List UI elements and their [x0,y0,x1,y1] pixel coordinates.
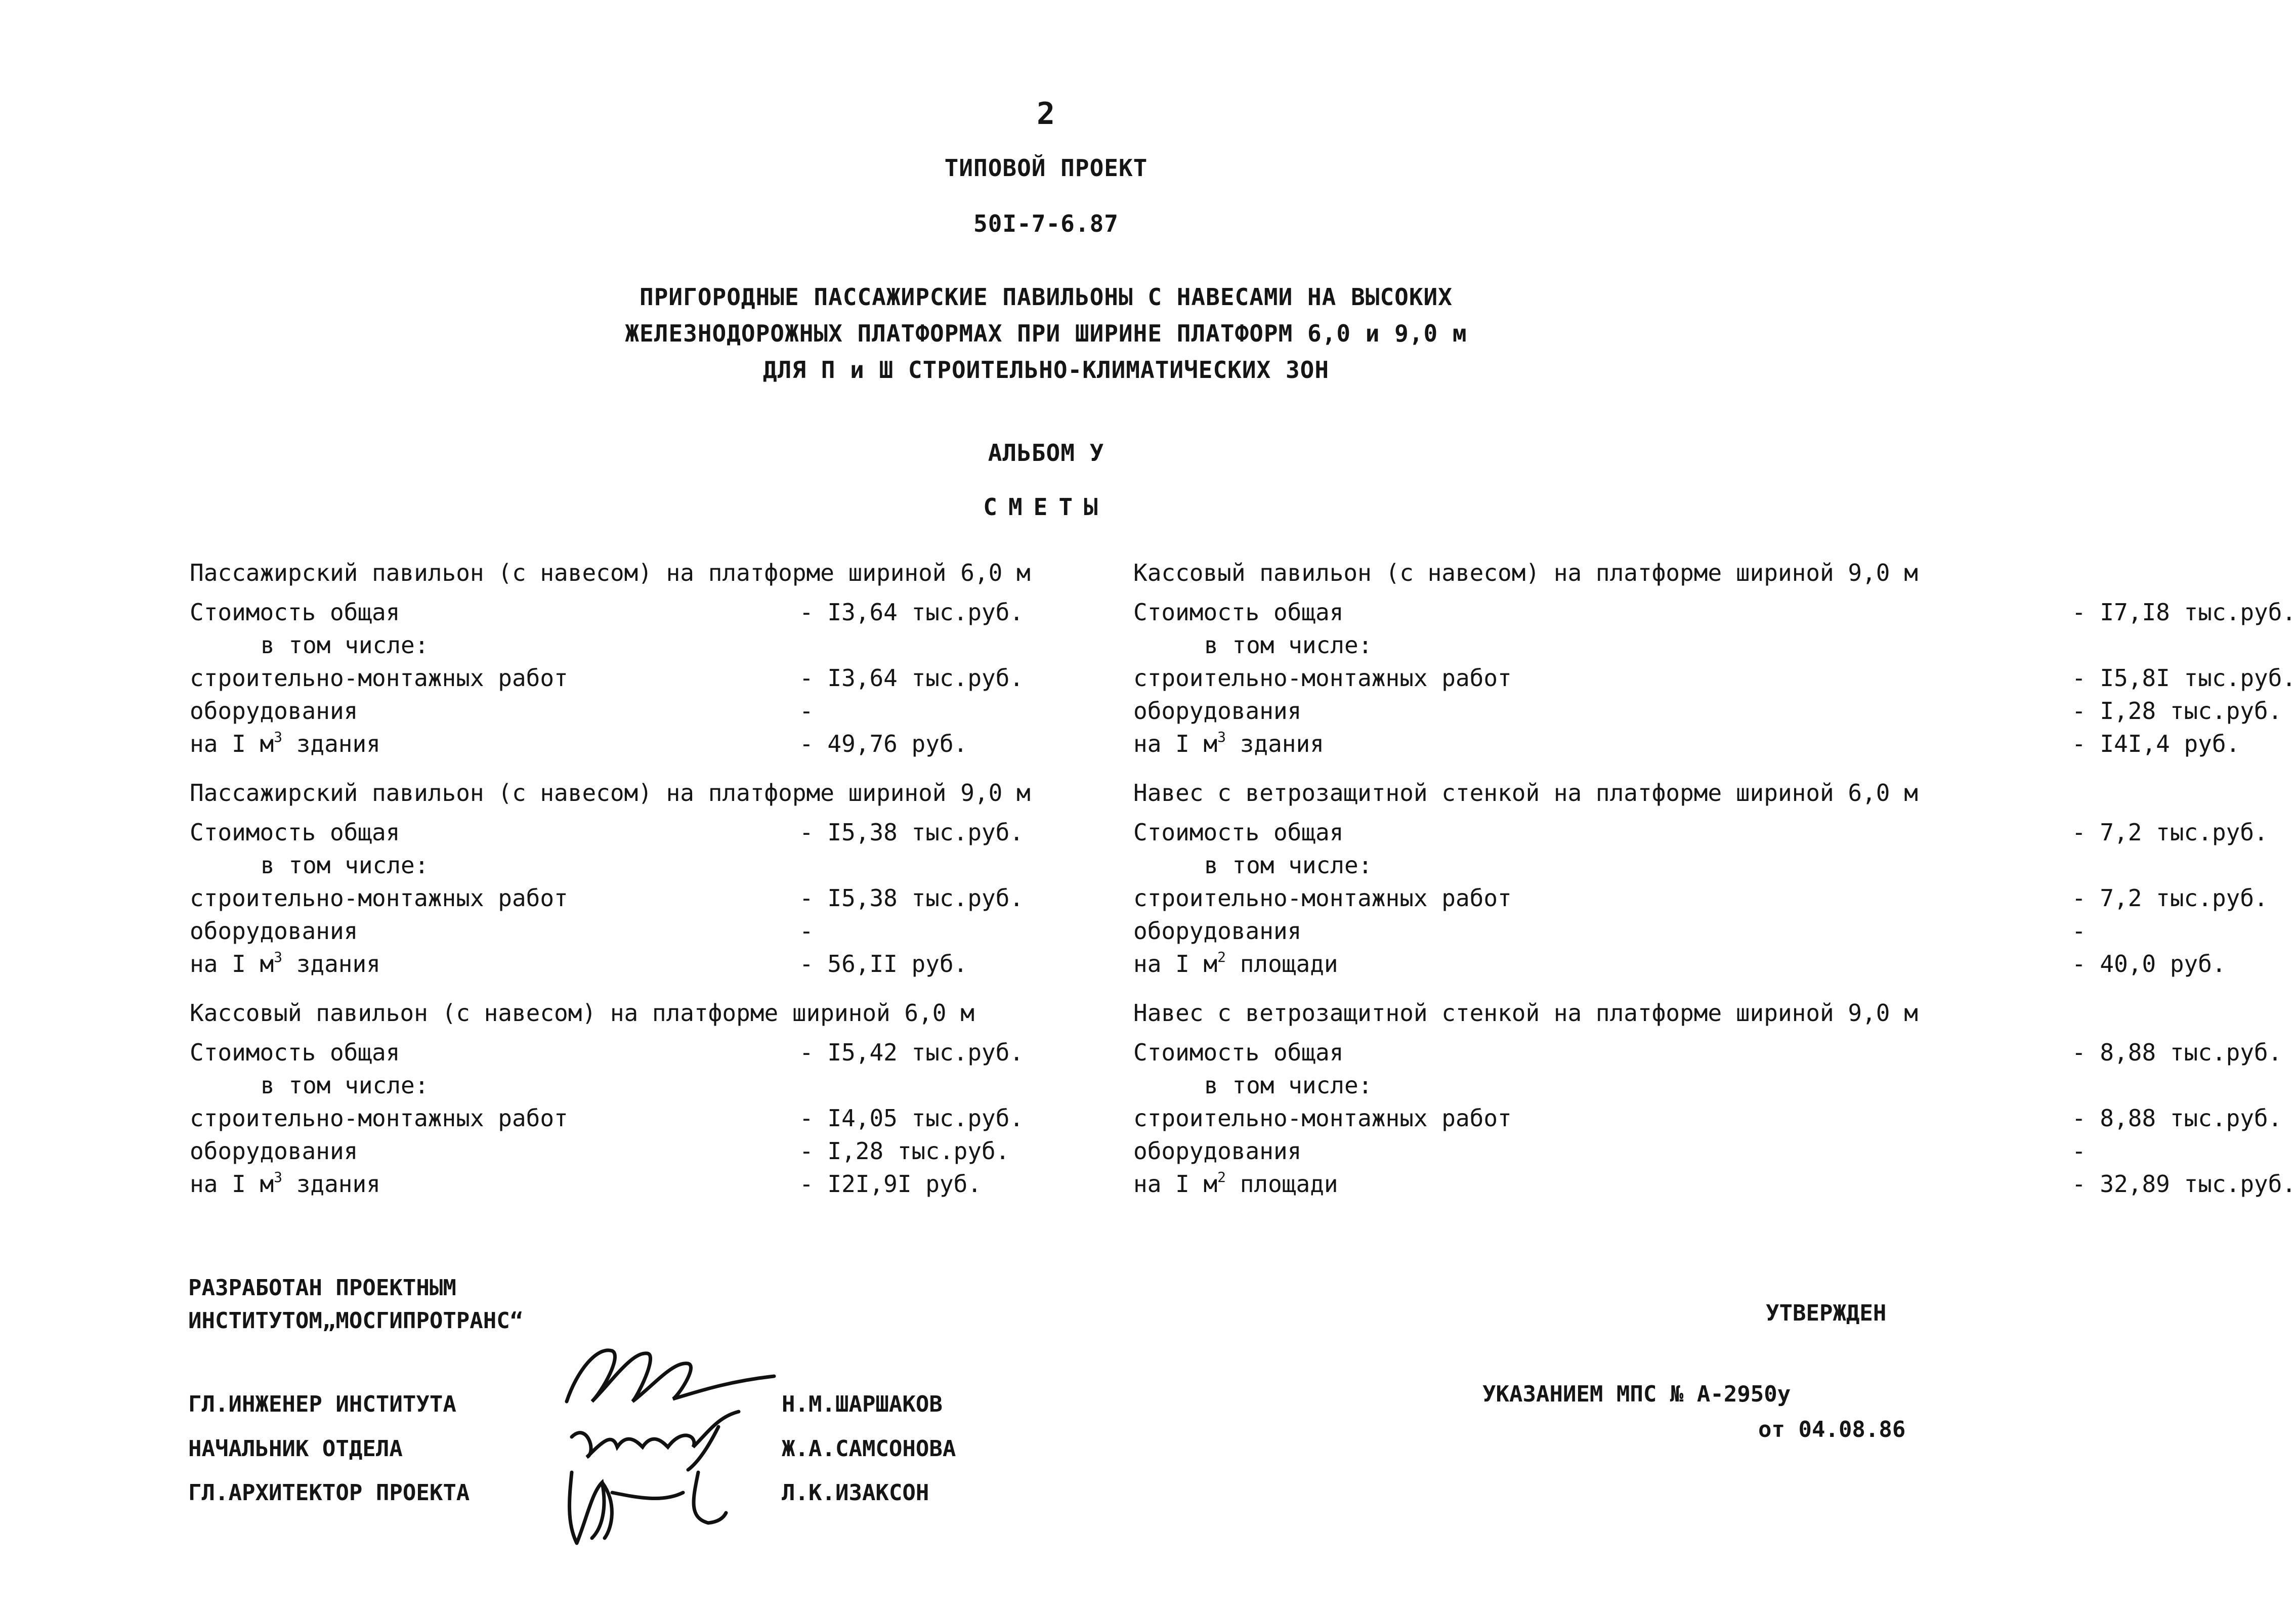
signature-chief-architect [557,1462,729,1548]
estimate-row-label: в том числе: [1204,1072,1373,1099]
estimate-row-value: - I5,8I тыс.руб. [2072,664,2296,692]
estimate-row-value: - I,28 тыс.руб. [799,1137,1010,1165]
estimate-row-label: оборудования [1133,697,1302,725]
estimate-row-value: - [799,917,814,945]
estimate-heading: Навес с ветрозащитной стенкой на платформе шириной 9,0 м [1133,999,1918,1027]
signature-chief-engineer [557,1341,779,1412]
estimate-row-label: оборудования [1133,1137,1302,1165]
estimate-row-value: - I5,38 тыс.руб. [799,884,1024,912]
name-department-head: Ж.А.САМСОНОВА [782,1436,956,1462]
estimate-row-label: в том числе: [261,852,429,879]
estimate-row-label [190,730,380,757]
estimate-row-label: в том числе: [261,1072,429,1099]
unit-exponent: 3 [1217,729,1226,745]
name-chief-architect: Л.К.ИЗАКСОН [782,1480,929,1506]
page-number: 2 [1036,96,1056,132]
label-prefix: на I м [190,1170,274,1198]
estimate-row-value: - 8,88 тыс.руб. [2072,1105,2282,1132]
estimate-row-value: - 7,2 тыс.руб. [2072,819,2268,846]
estimate-heading: Пассажирский павильон (с навесом) на платформе шириной 9,0 м [190,779,1031,806]
label-prefix: на I м [1133,1170,1218,1198]
estimate-row-value: - 8,88 тыс.руб. [2072,1039,2282,1066]
label-prefix: на I м [1133,730,1218,757]
estimate-row-label: в том числе: [1204,631,1373,659]
estimate-row-label [190,950,380,978]
estimate-heading: Навес с ветрозащитной стенкой на платформе шириной 6,0 м [1133,779,1918,806]
title-line-1: ПРИГОРОДНЫЕ ПАССАЖИРСКИЕ ПАВИЛЬОНЫ С НАВЕСАМИ НА ВЫСОКИХ [640,283,1453,311]
estimate-heading: Кассовый павильон (с навесом) на платформе шириной 9,0 м [1133,559,1918,586]
estimate-row-value: - I4I,4 руб. [2072,730,2240,757]
approval-date: от 04.08.86 [1758,1417,1906,1442]
estimate-row-label: строительно-монтажных работ [1133,1105,1512,1132]
label-suffix: здания [282,1170,380,1198]
estimate-row-value: - I7,I8 тыс.руб. [2072,599,2296,626]
label-prefix: на I м [190,950,274,978]
label-prefix: на I м [1133,950,1218,978]
estimate-row-value: - I3,64 тыс.руб. [799,599,1024,626]
estimate-row-label [1133,1170,1338,1198]
estimate-row-label: в том числе: [1204,852,1373,879]
title-line-3: ДЛЯ П и Ш СТРОИТЕЛЬНО-КЛИМАТИЧЕСКИХ ЗОН [762,356,1330,384]
estimate-row-value: - I4,05 тыс.руб. [799,1105,1024,1132]
estimate-row-label: Стоимость общая [190,1039,400,1066]
estimate-row-value: - 56,II руб. [799,950,968,978]
label-suffix: площади [1226,950,1338,978]
approval-order: УКАЗАНИЕМ МПС № А-2950у [1482,1381,1791,1407]
estimate-row-label [1133,730,1324,757]
estimate-row-value: - I2I,9I руб. [799,1170,982,1198]
estimate-row-label [190,1170,380,1198]
unit-exponent: 3 [274,1169,283,1185]
estimate-row-value: - I5,38 тыс.руб. [799,819,1024,846]
name-chief-engineer: Н.М.ШАРШАКОВ [782,1391,943,1417]
unit-exponent: 3 [274,949,283,965]
position-department-head: НАЧАЛЬНИК ОТДЕЛА [188,1436,403,1462]
estimate-row-label: строительно-монтажных работ [1133,664,1512,692]
developed-by-line-1: РАЗРАБОТАН ПРОЕКТНЫМ [188,1275,456,1301]
estimate-row-label: Стоимость общая [1133,599,1344,626]
estimate-heading: Пассажирский павильон (с навесом) на платформе шириной 6,0 м [190,559,1031,586]
estimate-row-value: - [2072,1137,2086,1165]
label-suffix: здания [282,950,380,978]
estimate-row-value: - 32,89 тыс.руб. [2072,1170,2296,1198]
project-code: 50I-7-6.87 [973,210,1119,237]
estimate-row-label: Стоимость общая [1133,1039,1344,1066]
album-label: АЛЬБОМ У [988,439,1104,466]
estimate-heading: Кассовый павильон (с навесом) на платформе шириной 6,0 м [190,999,974,1027]
estimate-row-label: строительно-монтажных работ [190,884,568,912]
estimate-row-label: строительно-монтажных работ [1133,884,1512,912]
position-chief-engineer: ГЛ.ИНЖЕНЕР ИНСТИТУТА [188,1391,456,1417]
label-suffix: здания [282,730,380,757]
section-title: СМЕТЫ [983,493,1109,521]
estimate-row-label: строительно-монтажных работ [190,664,568,692]
estimate-row-value: - [2072,917,2086,945]
developed-by-line-2: ИНСТИТУТОМ„МОСГИПРОТРАНС“ [188,1308,524,1334]
estimate-row-label: в том числе: [261,631,429,659]
approved-label: УТВЕРЖДЕН [1766,1300,1887,1326]
estimate-row-value: - 40,0 руб. [2072,950,2226,978]
estimate-row-label: Стоимость общая [1133,819,1344,846]
estimate-row-value: - [799,697,814,725]
estimate-row-label: оборудования [190,1137,358,1165]
estimate-row-value: - I5,42 тыс.руб. [799,1039,1024,1066]
estimate-row-label: строительно-монтажных работ [190,1105,568,1132]
unit-exponent: 3 [274,729,283,745]
unit-exponent: 2 [1217,1169,1226,1185]
title-line-2: ЖЕЛЕЗНОДОРОЖНЫХ ПЛАТФОРМАХ ПРИ ШИРИНЕ ПЛАТФОРМ 6,0 и 9,0 м [625,320,1467,347]
label-suffix: площади [1226,1170,1338,1198]
project-label: ТИПОВОЙ ПРОЕКТ [944,154,1148,182]
estimate-row-value: - 7,2 тыс.руб. [2072,884,2268,912]
estimate-row-label: оборудования [190,697,358,725]
estimate-row-label: Стоимость общая [190,819,400,846]
estimate-row-value: - 49,76 руб. [799,730,968,757]
unit-exponent: 2 [1217,949,1226,965]
label-suffix: здания [1226,730,1324,757]
label-prefix: на I м [190,730,274,757]
estimate-row-label: оборудования [1133,917,1302,945]
estimate-row-label: Стоимость общая [190,599,400,626]
estimate-row-label [1133,950,1338,978]
position-chief-architect: ГЛ.АРХИТЕКТОР ПРОЕКТА [188,1480,470,1506]
estimate-row-value: - I,28 тыс.руб. [2072,697,2282,725]
estimate-row-label: оборудования [190,917,358,945]
estimate-row-value: - I3,64 тыс.руб. [799,664,1024,692]
